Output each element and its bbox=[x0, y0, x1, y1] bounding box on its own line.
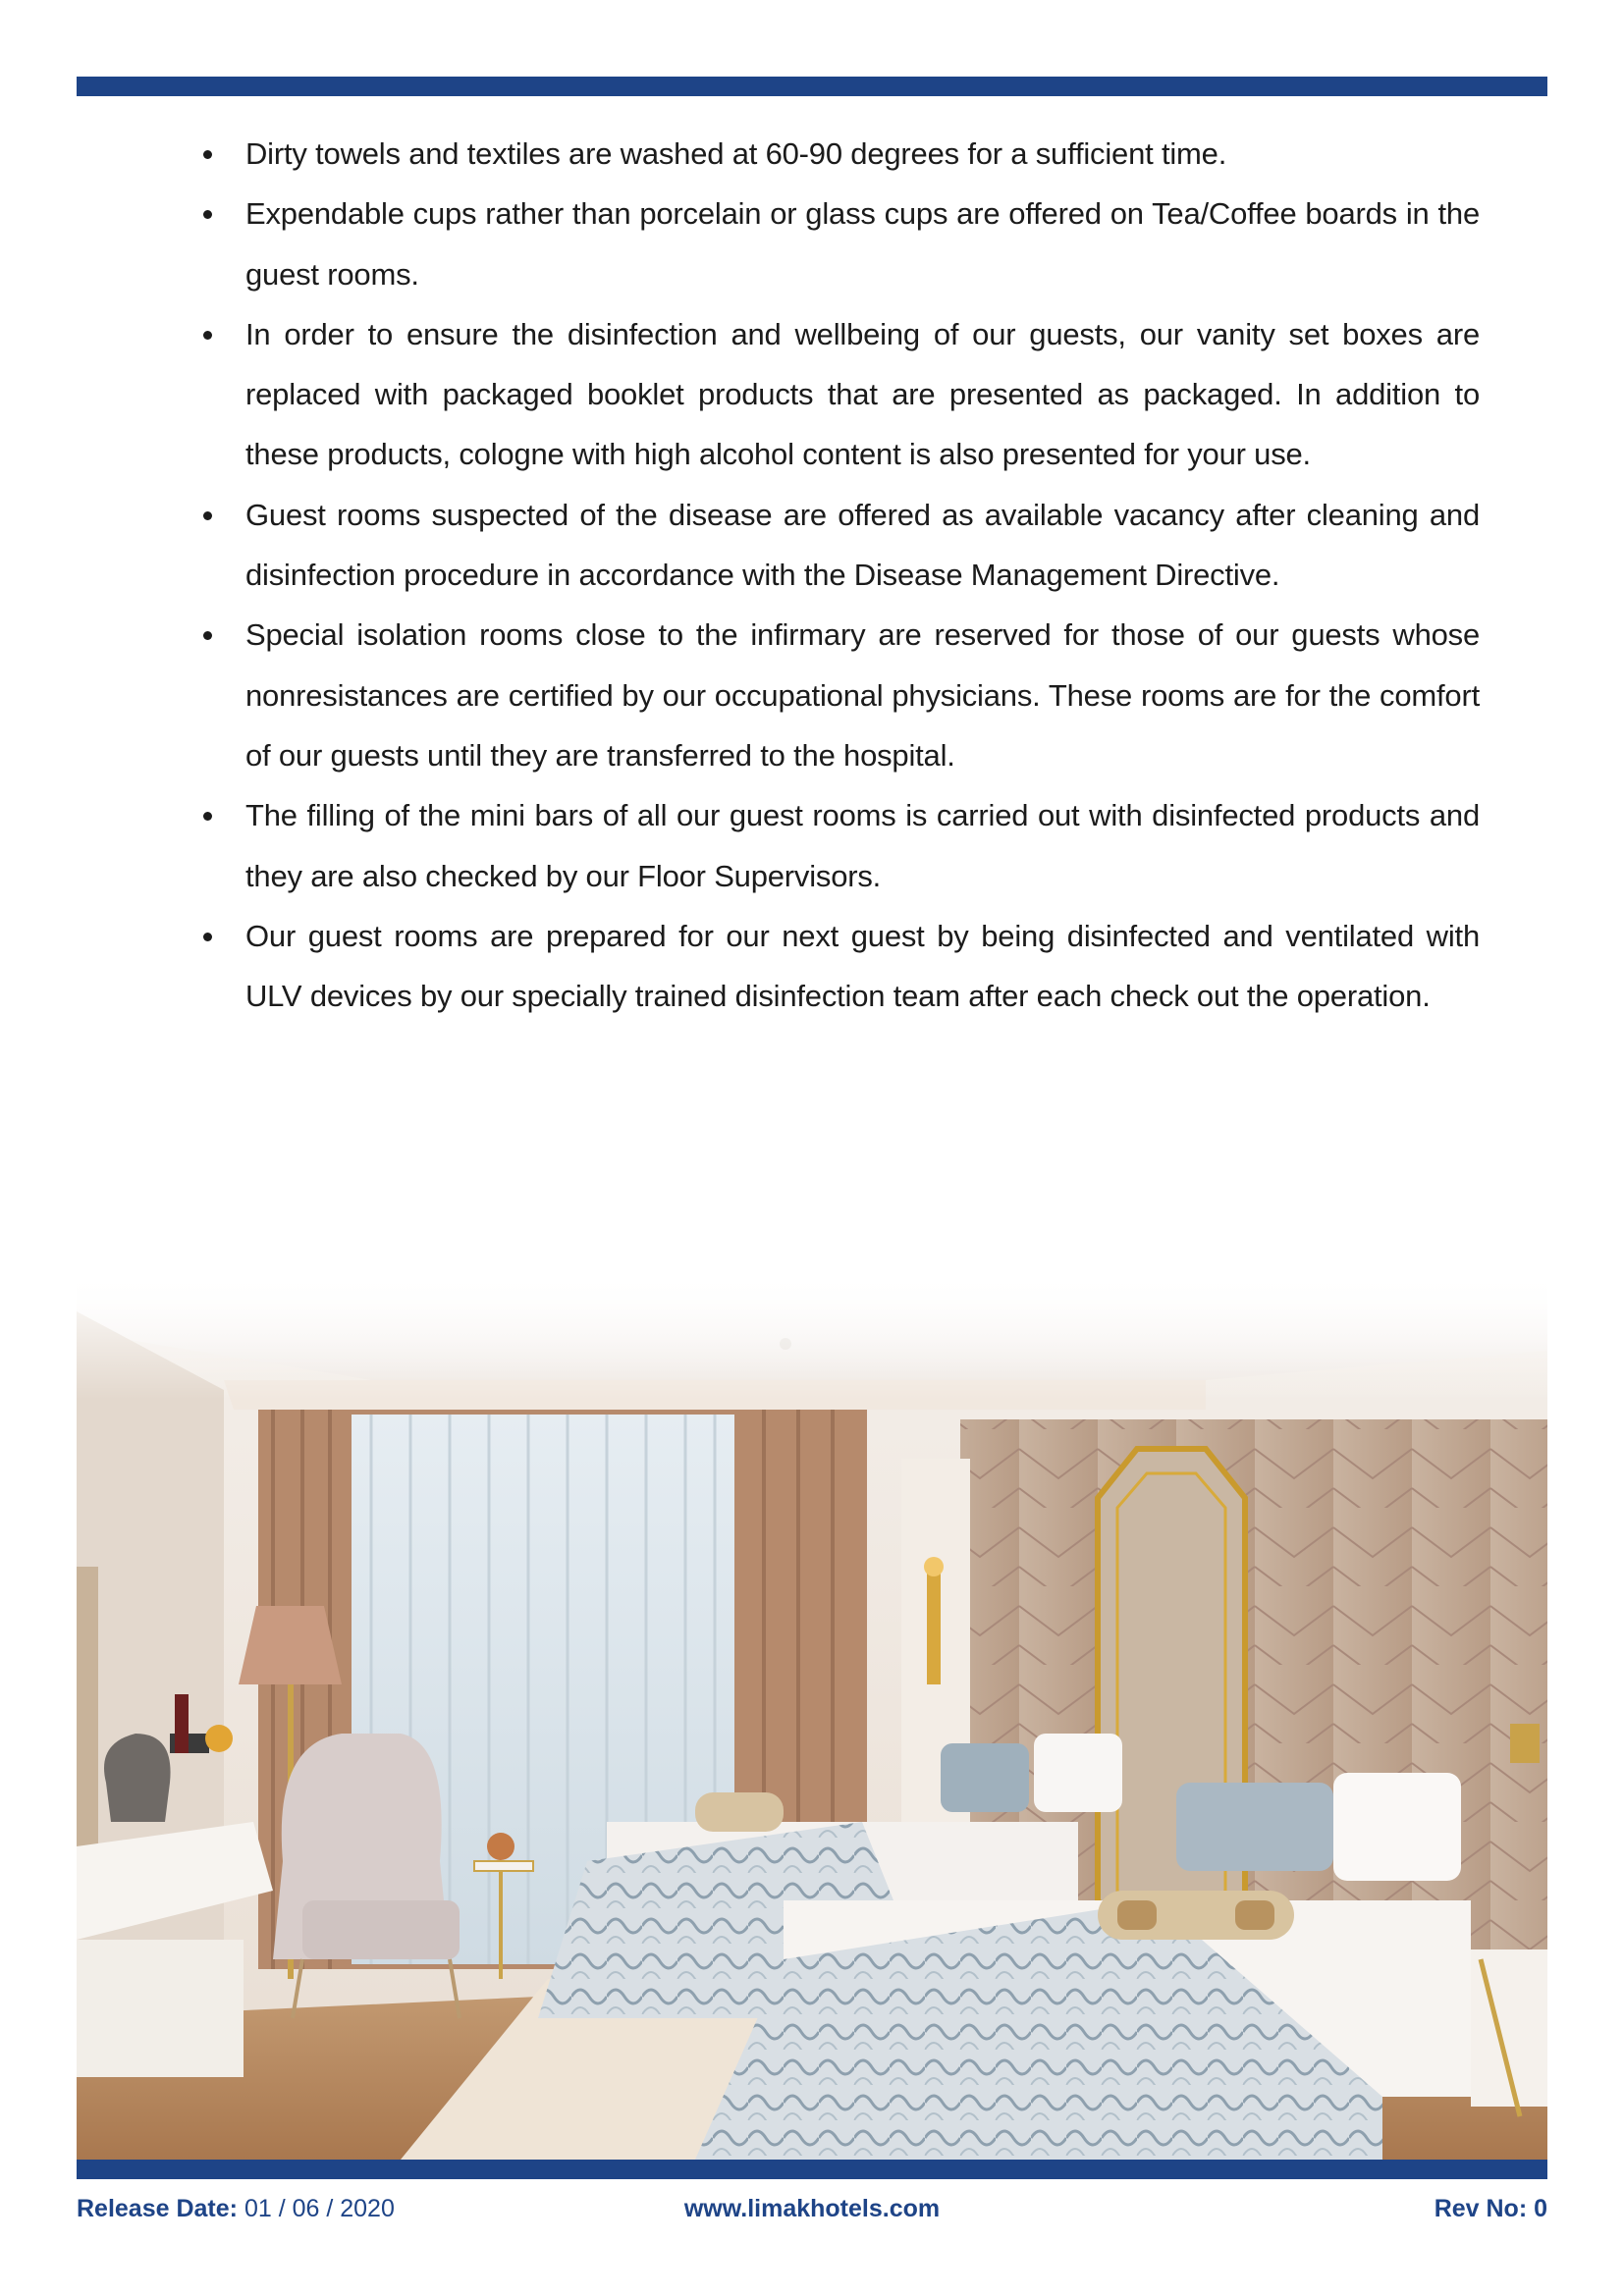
page-footer bbox=[77, 2195, 1547, 2230]
website-link[interactable]: www.limakhotels.com bbox=[683, 2195, 941, 2222]
list-item-text: The filling of the mini bars of all our guest rooms is carried out with disinfected products and they are also checked by our Floor Supervisors. bbox=[245, 798, 1480, 893]
bullet-icon bbox=[203, 331, 212, 340]
revision-number: Rev No: 0 bbox=[1434, 2195, 1547, 2222]
list-item bbox=[191, 605, 1480, 785]
list-item-text: In order to ensure the disinfection and wellbeing of our guests, our vanity set boxes are replaced with packaged booklet products that are presented as packaged. In addition to these products, cologne with high alcohol content is also presented for your use. bbox=[245, 316, 1480, 472]
header-rule bbox=[77, 77, 1547, 96]
bullet-icon bbox=[203, 933, 212, 941]
bullet-icon bbox=[203, 631, 212, 640]
hotel-room-photo bbox=[77, 1272, 1547, 2160]
list-item bbox=[191, 785, 1480, 906]
list-item-text: Special isolation rooms close to the infirmary are reserved for those of our guests whose nonresistances are certified by our occupational physicians. These rooms are for the comfort of our guests until they are transferred to the hospital. bbox=[245, 617, 1480, 773]
bullet-icon bbox=[203, 812, 212, 821]
footer-rule bbox=[77, 2160, 1547, 2179]
list-item bbox=[191, 304, 1480, 485]
list-item-text: Guest rooms suspected of the disease are offered as available vacancy after cleaning and disinfection procedure in accordance with the Disease Management Directive. bbox=[245, 497, 1480, 593]
hygiene-measures-list bbox=[191, 124, 1480, 1026]
list-item bbox=[191, 485, 1480, 606]
list-item-text: Expendable cups rather than porcelain or glass cups are offered on Tea/Coffee boards in the guest rooms. bbox=[245, 196, 1480, 292]
hotel-room-illustration bbox=[77, 1272, 1547, 2160]
bullet-icon bbox=[203, 150, 212, 159]
list-item bbox=[191, 906, 1480, 1027]
photo-top-fade bbox=[77, 1272, 1547, 1400]
bullet-icon bbox=[203, 210, 212, 219]
list-item bbox=[191, 124, 1480, 184]
bullet-icon bbox=[203, 511, 212, 520]
list-item bbox=[191, 184, 1480, 304]
release-date-label: Release Date: bbox=[77, 2195, 238, 2222]
release-date-value: 01 / 06 / 2020 bbox=[244, 2195, 395, 2222]
list-item-text: Dirty towels and textiles are washed at 60-90 degrees for a sufficient time. bbox=[245, 136, 1227, 171]
list-item-text: Our guest rooms are prepared for our next guest by being disinfected and ventilated with ULV devices by our specially trained disinfection team after each check out the operation. bbox=[245, 918, 1480, 1014]
